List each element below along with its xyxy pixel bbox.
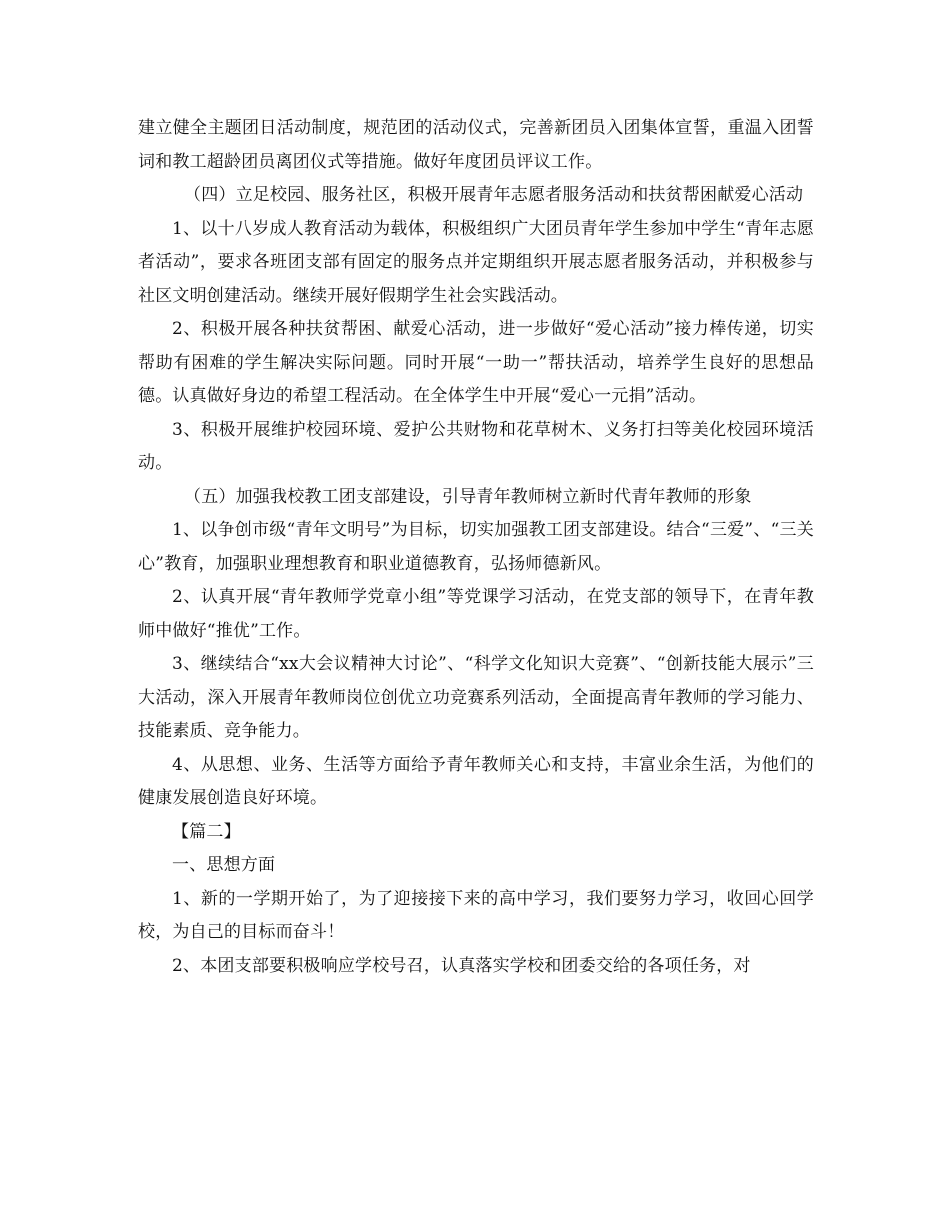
chapter-heading-part-two: 【篇二】 xyxy=(172,821,241,842)
paragraph-item-2-party-study: 2、认真开展“青年教师学党章小组”等党课学习活动，在党支部的领导下，在青年教师中做好“推优”工作。 xyxy=(138,587,814,641)
paragraph-theme-day-system: 建立健全主题团日活动制度，规范团的活动仪式，完善新团员入团集体宣誓，重温入团誓词和教工超龄团员离团仪式等措施。做好年度团员评议工作。 xyxy=(138,118,814,172)
paragraph-item-2-poverty-help: 2、积极开展各种扶贫帮困、献爱心活动，进一步做好“爱心活动”接力棒传递，切实帮助有困难的学生解决实际问题。同时开展“一助一”帮扶活动，培养学生良好的思想品德。认真做好身边的希望工程活动。在全体学生中开展“爱心一元捐”活动。 xyxy=(138,319,814,406)
section-heading-thinking: 一、思想方面 xyxy=(172,855,276,875)
paragraph-item-4-care-support: 4、从思想、业务、生活等方面给予青年教师关心和支持，丰富业余生活，为他们的健康发展创造良好环境。 xyxy=(138,754,814,808)
paragraph-item-3-three-activities: 3、继续结合“xx大会议精神大讨论”、“科学文化知识大竞赛”、“创新技能大展示”三大活动，深入开展青年教师岗位创优立功竞赛系列活动，全面提高青年教师的学习能力、技能素质、竞争能力。 xyxy=(138,654,814,741)
paragraph-item-2-school-call: 2、本团支部要积极响应学校号召，认真落实学校和团委交给的各项任务，对 xyxy=(172,955,751,976)
section-heading-four: （四）立足校园、服务社区，积极开展青年志愿者服务活动和扶贫帮困献爱心活动 xyxy=(184,185,804,205)
section-heading-five: （五）加强我校教工团支部建设，引导青年教师树立新时代青年教师的形象 xyxy=(184,486,752,507)
paragraph-item-1-volunteer: 1、以十八岁成人教育活动为载体，积极组织广大团员青年学生参加中学生“青年志愿者活动”，要求各班团支部有固定的服务点并定期组织开展志愿者服务活动，并积极参与社区文明创建活动。继续开展好假期学生社会实践活动。 xyxy=(138,218,814,306)
paragraph-item-1-civilized-post: 1、以争创市级“青年文明号”为目标，切实加强教工团支部建设。结合“三爱”、“三关心”教育，加强职业理想教育和职业道德教育，弘扬师德新风。 xyxy=(138,520,814,574)
paragraph-item-3-campus-environment: 3、积极开展维护校园环境、爱护公共财物和花草树木、义务打扫等美化校园环境活动。 xyxy=(138,419,814,473)
paragraph-item-1-new-semester: 1、新的一学期开始了，为了迎接接下来的高中学习，我们要努力学习，收回心回学校，为自己的目标而奋斗！ xyxy=(138,888,814,942)
document-body xyxy=(138,112,814,983)
